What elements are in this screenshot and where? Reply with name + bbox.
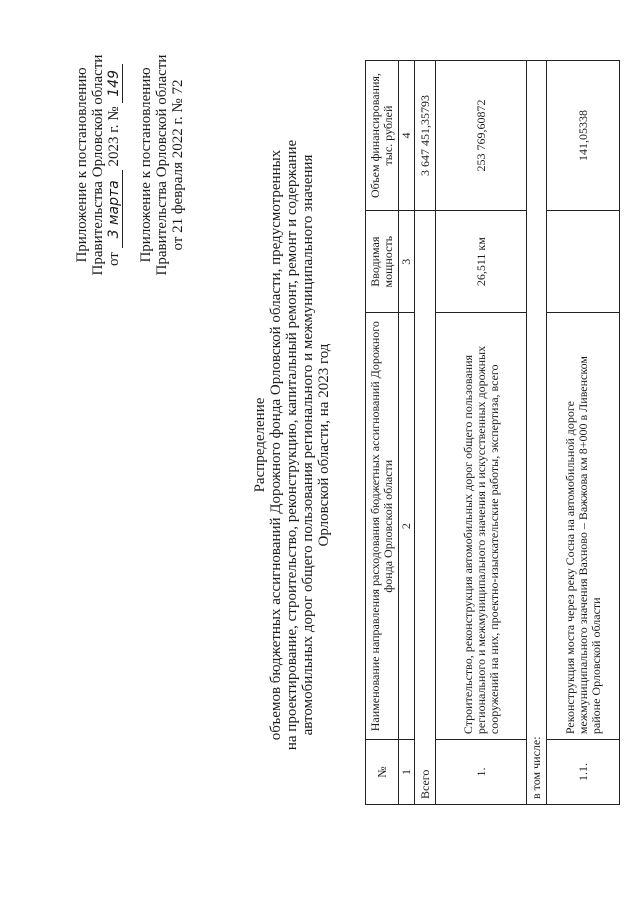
appendix-current-line2: Правительства Орловской области bbox=[90, 54, 106, 276]
table-subheader-row bbox=[527, 61, 547, 805]
appendix-current-block bbox=[74, 15, 122, 315]
appendix-current-line3 bbox=[106, 15, 122, 315]
table-row bbox=[547, 61, 620, 805]
allocation-table bbox=[365, 60, 620, 805]
title-line1: Распределение bbox=[252, 397, 268, 493]
table-header-row bbox=[366, 61, 399, 805]
total-label: Всего bbox=[415, 211, 436, 805]
header-financing: Объем финансирования, тыс. рублей bbox=[366, 61, 399, 211]
appendix-current-prefix: от bbox=[106, 252, 122, 266]
row11-capacity bbox=[547, 211, 620, 313]
row11-financing: 141,05338 bbox=[547, 61, 620, 211]
appendix-previous-line1: Приложение к постановлению bbox=[138, 67, 154, 263]
index-cell-3: 3 bbox=[399, 211, 415, 313]
row1-num: 1. bbox=[436, 740, 527, 805]
row1-capacity: 26,511 км bbox=[436, 211, 527, 313]
title-line3: на проектирование, строительство, реконструкцию, капитальный ремонт, ремонт и содержание bbox=[284, 139, 300, 751]
row1-financing: 253 769,60872 bbox=[436, 61, 527, 211]
row1-name: Строительство, реконструкция автомобильных дорог общего пользования регионального и межмуниципального значения и искусственных дорожных сооружений на них, проектно-изыскательские работы, экспертиза, всего bbox=[436, 313, 527, 740]
header-num: № bbox=[366, 740, 399, 805]
appendix-previous-block bbox=[138, 25, 186, 305]
table-row-total bbox=[415, 61, 436, 805]
document-title bbox=[252, 5, 332, 885]
title-line5: Орловской области, на 2023 год bbox=[316, 343, 332, 547]
index-cell-2: 2 bbox=[399, 313, 415, 740]
header-capacity: Вводимая мощность bbox=[366, 211, 399, 313]
title-line4: автомобильных дорог общего пользования регионального и межмуниципального значения bbox=[300, 154, 316, 736]
total-financing: 3 647 451,35793 bbox=[415, 61, 436, 211]
appendix-current-date: 3 марта bbox=[106, 170, 123, 248]
appendix-previous-line3: от 21 февраля 2022 г. № 72 bbox=[170, 79, 186, 251]
header-name: Наименование направления расходования бюджетных ассигнований Дорожного фонда Орловской области bbox=[366, 313, 399, 740]
subheader-label: в том числе: bbox=[527, 61, 547, 805]
table-row bbox=[436, 61, 527, 805]
table-index-row bbox=[399, 61, 415, 805]
index-cell-4: 4 bbox=[399, 61, 415, 211]
row11-num: 1.1. bbox=[547, 740, 620, 805]
appendix-current-year: 2023 г. № bbox=[106, 106, 122, 167]
appendix-current-line1: Приложение к постановлению bbox=[74, 67, 90, 263]
appendix-previous-line2: Правительства Орловской области bbox=[154, 54, 170, 276]
title-line2: объемов бюджетных ассигнований Дорожного фонда Орловской области, предусмотренных bbox=[268, 149, 284, 741]
appendix-current-number: 149 bbox=[106, 64, 123, 103]
index-cell-1: 1 bbox=[399, 740, 415, 805]
row11-name: Реконструкция моста через реку Сосна на автомобильной дороге межмуниципального значения Вахново – Важжова км 8+000 в Ливенском районе Орловской области bbox=[547, 313, 620, 740]
